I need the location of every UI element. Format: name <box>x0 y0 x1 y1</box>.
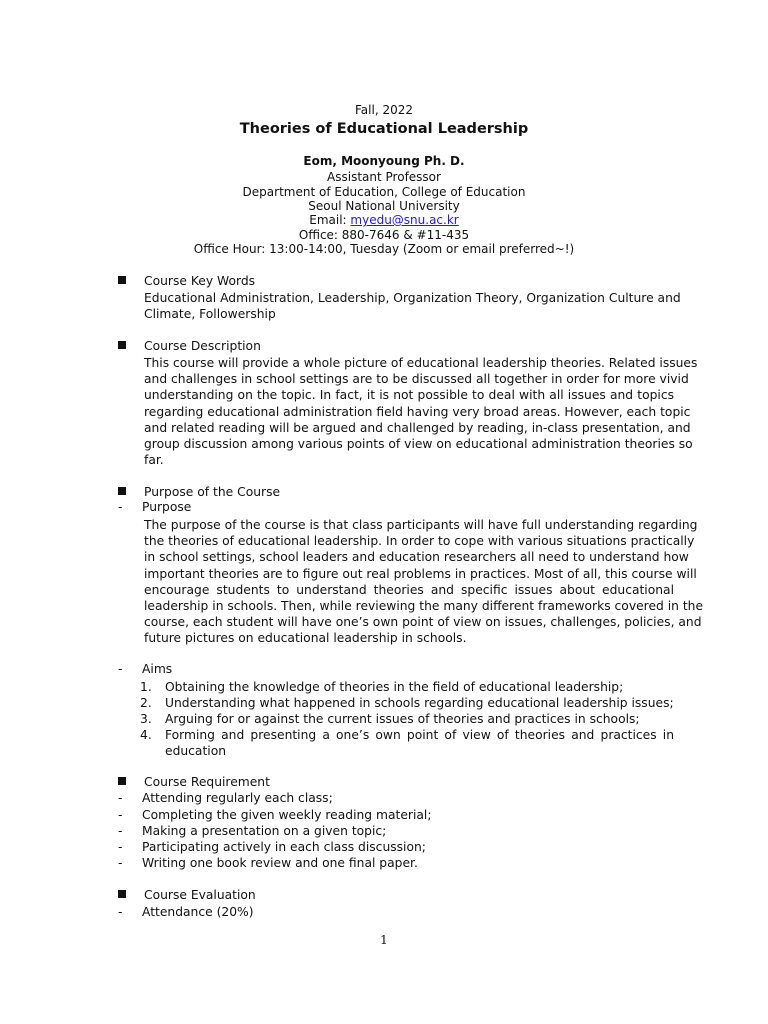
section-purpose-heading: Purpose of the Course <box>118 485 280 499</box>
text-line: course, each student will have one’s own point of view on issues, challenges, policies, and <box>144 615 702 630</box>
aim-item: 3. Arguing for or against the current issues of theories and practices in schools; <box>140 712 640 726</box>
text-line: encourage students to understand theories and specific issues about educational <box>144 582 674 597</box>
text-line: in school settings, school leaders and education researchers all need to understand how <box>144 550 689 565</box>
aims-subheading: - Aims <box>118 662 173 676</box>
square-bullet-icon <box>118 341 126 349</box>
requirement-item: - Participating actively in each class discussion; <box>118 840 426 854</box>
square-bullet-icon <box>118 487 126 495</box>
key-words-text <box>144 290 681 322</box>
requirement-item: - Completing the given weekly reading material; <box>118 808 432 822</box>
square-bullet-icon <box>118 777 126 785</box>
text-line: regarding educational administration field having very broad areas. However, each topic <box>144 404 691 419</box>
section-key-words-heading: Course Key Words <box>118 274 255 288</box>
aim-item: 1. Obtaining the knowledge of theories in the field of educational leadership; <box>140 680 624 694</box>
instructor-department: Department of Education, College of Education <box>242 185 526 199</box>
purpose-text <box>144 517 704 647</box>
text-line: far. <box>144 453 164 468</box>
section-evaluation-heading: Course Evaluation <box>118 888 256 902</box>
text-line: leadership in schools. Then, while reviewing the many different frameworks covered in the <box>144 599 704 614</box>
requirement-item: - Attending regularly each class; <box>118 791 333 805</box>
requirement-item: - Making a presentation on a given topic; <box>118 824 387 838</box>
text-line: Climate, Followership <box>144 307 276 322</box>
text-line: group discussion among various points of view on educational administration theories so <box>144 437 693 452</box>
text-line: This course will provide a whole picture of educational leadership theories. Related issues <box>144 356 698 370</box>
office-hour: Office Hour: 13:00-14:00, Tuesday (Zoom or email preferred~!) <box>193 242 575 256</box>
text-line: future pictures on educational leadership in schools. <box>144 631 467 646</box>
email-label: Email: <box>309 213 351 227</box>
text-line: The purpose of the course is that class participants will have full understanding regarding <box>144 518 698 532</box>
course-title: Theories of Educational Leadership <box>239 121 529 137</box>
aim-item: 2. Understanding what happened in schools regarding educational leadership issues; <box>140 696 674 710</box>
page-number: 1 <box>380 933 388 947</box>
aim-item: 4. Forming and presenting a one’s own point of view of theories and practices in education <box>140 728 674 759</box>
description-text <box>144 355 698 468</box>
instructor-position: Assistant Professor <box>327 170 441 184</box>
instructor-name: Eom, Moonyoung Ph. D. <box>303 154 465 168</box>
email-link[interactable]: myedu@snu.ac.kr <box>350 213 459 227</box>
requirement-item: - Writing one book review and one final paper. <box>118 856 418 870</box>
text-line: and challenges in school settings are to be discussed all together in order for more vivid <box>144 372 689 387</box>
square-bullet-icon <box>118 890 126 898</box>
text-line: important theories are to figure out real problems in practices. Most of all, this course will <box>144 566 697 581</box>
text-line: the theories of educational leadership. In order to cope with various situations practically <box>144 534 695 549</box>
instructor-university: Seoul National University <box>308 199 460 213</box>
instructor-email-line <box>0 213 768 227</box>
text-line: Educational Administration, Leadership, Organization Theory, Organization Culture and <box>144 291 681 305</box>
purpose-subheading: - Purpose <box>118 500 192 514</box>
instructor-office: Office: 880-7646 & #11-435 <box>298 228 470 242</box>
semester-label: Fall, 2022 <box>355 103 413 117</box>
square-bullet-icon <box>118 276 126 284</box>
section-description-heading: Course Description <box>118 339 261 353</box>
section-requirement-heading: Course Requirement <box>118 775 270 789</box>
evaluation-item: - Attendance (20%) <box>118 905 254 919</box>
text-line: and related reading will be argued and challenged by reading, in-class presentation, and <box>144 420 691 435</box>
text-line: understanding on the topic. In fact, it is not possible to deal with all issues and topics <box>144 388 674 403</box>
